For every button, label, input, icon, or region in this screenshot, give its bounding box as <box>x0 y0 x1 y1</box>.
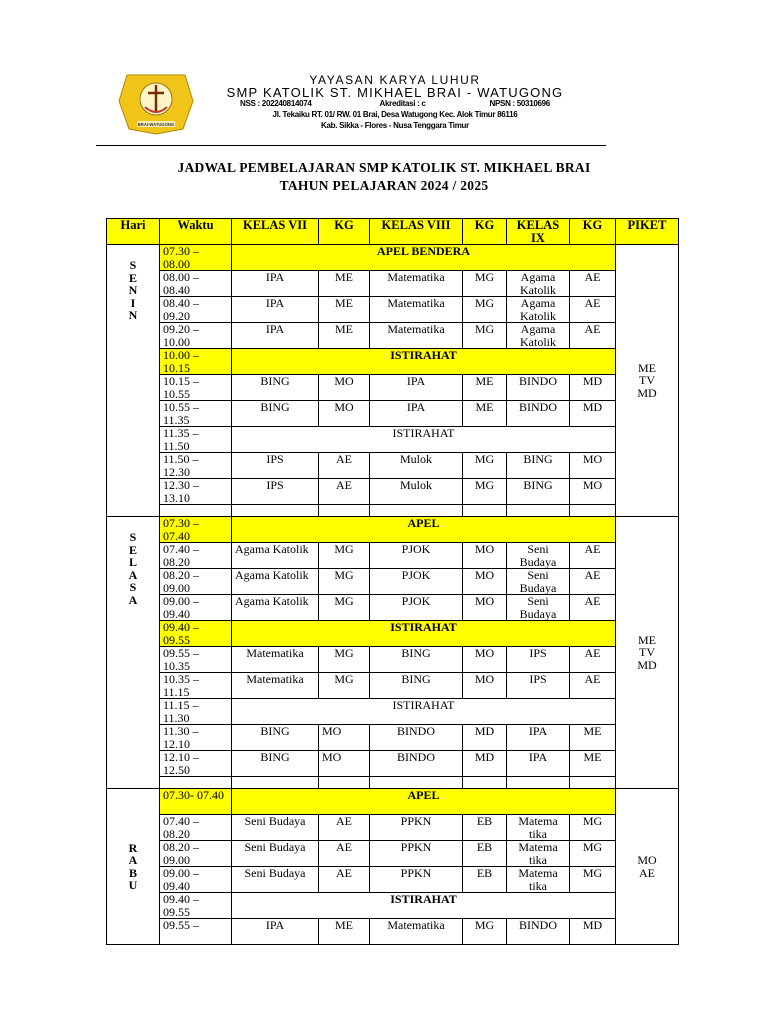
class-viii-subject: Matematika <box>370 323 463 349</box>
class-vii-teacher: MG <box>319 569 370 595</box>
class-ix-teacher: MG <box>570 841 616 867</box>
school-region: Kab. Sikka - Flores - Nusa Tenggara Timur <box>321 121 469 130</box>
class-viii-teacher: MD <box>463 751 507 777</box>
spacer-cell <box>160 777 232 789</box>
table-row <box>107 479 679 505</box>
class-viii-subject: Matematika <box>370 297 463 323</box>
spacer-cell <box>570 505 616 517</box>
piket-cell-senin <box>616 245 679 517</box>
piket-teacher: ME <box>638 360 656 375</box>
class-ix-teacher: MO <box>570 453 616 479</box>
class-ix-subject: Matema tika <box>507 815 570 841</box>
table-row <box>107 271 679 297</box>
piket-cell-selasa <box>616 517 679 789</box>
class-vii-subject: IPS <box>232 453 319 479</box>
class-vii-teacher: AE <box>319 479 370 505</box>
day-letter: S <box>129 258 137 272</box>
event-cell: ISTIRAHAT <box>232 427 616 453</box>
class-viii-subject: IPA <box>370 375 463 401</box>
class-ix-subject: IPS <box>507 673 570 699</box>
class-viii-subject: IPA <box>370 401 463 427</box>
table-row <box>107 517 679 543</box>
class-vii-teacher: ME <box>319 297 370 323</box>
class-vii-subject: Seni Budaya <box>232 815 319 841</box>
column-header: KELAS VIII <box>370 219 463 245</box>
spacer-cell <box>507 777 570 789</box>
class-ix-teacher: MG <box>570 867 616 893</box>
column-header: KG <box>463 219 507 245</box>
class-ix-subject: BING <box>507 479 570 505</box>
class-vii-teacher: ME <box>319 919 370 945</box>
class-viii-teacher: MO <box>463 569 507 595</box>
time-cell: 10.55 – 11.35 <box>160 401 232 427</box>
spacer-row <box>107 777 679 789</box>
table-header-row <box>107 219 679 245</box>
event-cell: ISTIRAHAT <box>232 349 616 375</box>
spacer-cell <box>160 505 232 517</box>
spacer-cell <box>370 505 463 517</box>
spacer-cell <box>319 505 370 517</box>
class-viii-teacher: MG <box>463 297 507 323</box>
time-cell: 07.30 – 07.40 <box>160 517 232 543</box>
class-viii-teacher: MG <box>463 323 507 349</box>
class-ix-teacher: AE <box>570 673 616 699</box>
class-vii-subject: IPA <box>232 271 319 297</box>
class-ix-teacher: AE <box>570 569 616 595</box>
school-identifiers <box>195 100 595 108</box>
class-ix-subject: Seni Budaya <box>507 543 570 569</box>
class-ix-subject: Agama Katolik <box>507 297 570 323</box>
column-header: Hari <box>107 219 160 245</box>
time-cell: 12.10 – 12.50 <box>160 751 232 777</box>
piket-teacher: MD <box>637 657 657 672</box>
class-vii-subject: BING <box>232 725 319 751</box>
day-letter: B <box>128 865 137 880</box>
table-row <box>107 893 679 919</box>
table-row <box>107 751 679 777</box>
foundation-name: YAYASAN KARYA LUHUR <box>309 73 481 87</box>
column-header: PIKET <box>616 219 679 245</box>
day-letter: I <box>130 295 136 310</box>
day-letter: N <box>128 283 138 297</box>
table-row <box>107 789 679 815</box>
class-vii-teacher: AE <box>319 841 370 867</box>
spacer-cell <box>370 777 463 789</box>
class-viii-teacher: EB <box>463 815 507 841</box>
class-ix-teacher: MO <box>570 479 616 505</box>
table-row <box>107 401 679 427</box>
class-vii-subject: Matematika <box>232 647 319 673</box>
table-row <box>107 297 679 323</box>
class-ix-subject: BINDO <box>507 401 570 427</box>
time-cell: 09.20 – 10.00 <box>160 323 232 349</box>
class-ix-subject: BINDO <box>507 375 570 401</box>
event-cell: ISTIRAHAT <box>232 699 616 725</box>
day-letter: A <box>128 592 138 607</box>
time-cell: 09.55 – <box>160 919 232 945</box>
column-header: KELAS VII <box>232 219 319 245</box>
class-vii-teacher: ME <box>319 271 370 297</box>
column-header: Waktu <box>160 219 232 245</box>
class-viii-subject: BINDO <box>370 725 463 751</box>
class-viii-subject: Matematika <box>370 919 463 945</box>
day-letter: A <box>128 853 138 867</box>
class-viii-teacher: MG <box>463 271 507 297</box>
time-cell: 08.00 – 08.40 <box>160 271 232 297</box>
day-letter: L <box>128 555 137 569</box>
time-cell: 12.30 – 13.10 <box>160 479 232 505</box>
table-row <box>107 543 679 569</box>
table-row <box>107 375 679 401</box>
table-row <box>107 841 679 867</box>
logo-text: BRAI-WATUGONG <box>137 122 175 127</box>
school-name: SMP KATOLIK ST. MIKHAEL BRAI - WATUGONG <box>226 85 564 100</box>
time-cell: 09.40 – 09.55 <box>160 621 232 647</box>
time-cell: 08.20 – 09.00 <box>160 841 232 867</box>
day-cell-rabu <box>107 789 160 945</box>
class-vii-teacher: MO <box>319 375 370 401</box>
class-ix-subject: Agama Katolik <box>507 271 570 297</box>
piket-teacher: TV <box>639 373 655 388</box>
class-viii-subject: BINDO <box>370 751 463 777</box>
table-row <box>107 453 679 479</box>
class-ix-teacher: AE <box>570 595 616 621</box>
class-vii-subject: IPA <box>232 919 319 945</box>
table-row <box>107 323 679 349</box>
spacer-cell <box>319 777 370 789</box>
day-letter: E <box>128 542 137 557</box>
accreditation-text: Akreditasi : c <box>379 99 426 108</box>
class-ix-teacher: MD <box>570 919 616 945</box>
table-row <box>107 699 679 725</box>
class-viii-subject: BING <box>370 673 463 699</box>
class-viii-subject: PPKN <box>370 815 463 841</box>
event-cell: ISTIRAHAT <box>232 893 616 919</box>
event-cell: APEL <box>232 517 616 543</box>
column-header: KELAS IX <box>507 219 570 245</box>
class-viii-subject: Mulok <box>370 453 463 479</box>
class-ix-subject: Seni Budaya <box>507 569 570 595</box>
class-ix-subject: Agama Katolik <box>507 323 570 349</box>
table-row <box>107 673 679 699</box>
time-cell: 11.50 – 12.30 <box>160 453 232 479</box>
time-cell: 09.00 – 09.40 <box>160 867 232 893</box>
class-vii-teacher: MG <box>319 595 370 621</box>
class-vii-teacher: MG <box>319 543 370 569</box>
class-viii-teacher: EB <box>463 841 507 867</box>
day-letter: N <box>128 308 138 322</box>
day-letter: S <box>129 530 137 544</box>
column-header: KG <box>319 219 370 245</box>
day-letter: S <box>129 580 137 594</box>
event-cell: ISTIRAHAT <box>232 621 616 647</box>
class-ix-teacher: AE <box>570 271 616 297</box>
table-row <box>107 815 679 841</box>
class-vii-subject: Matematika <box>232 673 319 699</box>
class-vii-teacher: AE <box>319 453 370 479</box>
piket-teacher: ME <box>638 632 656 647</box>
spacer-cell <box>463 505 507 517</box>
class-vii-teacher: MO <box>319 751 370 777</box>
piket-cell-rabu <box>616 789 679 945</box>
class-vii-subject: Agama Katolik <box>232 543 319 569</box>
spacer-row <box>107 505 679 517</box>
class-vii-subject: BING <box>232 751 319 777</box>
class-vii-subject: Agama Katolik <box>232 595 319 621</box>
nss-text: NSS : 202240814074 <box>240 99 312 108</box>
class-ix-teacher: ME <box>570 725 616 751</box>
time-cell: 10.35 – 11.15 <box>160 673 232 699</box>
time-cell: 09.55 – 10.35 <box>160 647 232 673</box>
class-viii-subject: PJOK <box>370 595 463 621</box>
schedule-table <box>106 218 679 945</box>
table-row <box>107 245 679 271</box>
class-viii-subject: Matematika <box>370 271 463 297</box>
day-letter: R <box>128 840 138 855</box>
day-letter: U <box>128 878 138 892</box>
class-viii-teacher: ME <box>463 401 507 427</box>
class-ix-teacher: MG <box>570 815 616 841</box>
class-ix-subject: BINDO <box>507 919 570 945</box>
class-viii-subject: PPKN <box>370 867 463 893</box>
event-cell: APEL BENDERA <box>232 245 616 271</box>
class-viii-subject: Mulok <box>370 479 463 505</box>
class-vii-subject: IPA <box>232 323 319 349</box>
class-vii-subject: Seni Budaya <box>232 867 319 893</box>
time-cell: 11.30 – 12.10 <box>160 725 232 751</box>
class-vii-teacher: AE <box>319 815 370 841</box>
class-ix-teacher: MD <box>570 401 616 427</box>
class-vii-subject: BING <box>232 375 319 401</box>
table-row <box>107 867 679 893</box>
school-address: Jl. Tekaiku RT. 01/ RW. 01 Brai, Desa Watugong Kec. Alok Timur 86116 <box>272 110 518 119</box>
column-header: KG <box>570 219 616 245</box>
time-cell: 09.40 – 09.55 <box>160 893 232 919</box>
class-viii-teacher: ME <box>463 375 507 401</box>
class-vii-subject: Agama Katolik <box>232 569 319 595</box>
table-row <box>107 647 679 673</box>
class-viii-teacher: MG <box>463 453 507 479</box>
time-cell: 07.40 – 08.20 <box>160 543 232 569</box>
spacer-cell <box>232 505 319 517</box>
time-cell: 10.00 – 10.15 <box>160 349 232 375</box>
day-cell-senin <box>107 245 160 517</box>
time-cell: 09.00 – 09.40 <box>160 595 232 621</box>
header-divider <box>96 145 606 146</box>
class-viii-subject: PPKN <box>370 841 463 867</box>
piket-teacher: MD <box>637 385 657 400</box>
class-ix-subject: IPS <box>507 647 570 673</box>
event-cell: APEL <box>232 789 616 815</box>
piket-teacher: MO <box>637 853 657 867</box>
day-letter: E <box>128 270 137 285</box>
schedule-title: JADWAL PEMBELAJARAN SMP KATOLIK ST. MIKHAEL BRAI <box>177 160 591 175</box>
time-cell: 11.15 – 11.30 <box>160 699 232 725</box>
class-vii-subject: IPA <box>232 297 319 323</box>
class-vii-teacher: MG <box>319 647 370 673</box>
class-viii-subject: BING <box>370 647 463 673</box>
table-row <box>107 621 679 647</box>
table-row <box>107 349 679 375</box>
class-viii-teacher: MG <box>463 919 507 945</box>
npsn-text: NPSN : 50310696 <box>489 99 550 108</box>
piket-teacher: AE <box>639 865 655 880</box>
time-cell: 08.20 – 09.00 <box>160 569 232 595</box>
class-viii-teacher: MO <box>463 543 507 569</box>
class-vii-teacher: MO <box>319 401 370 427</box>
time-cell: 11.35 – 11.50 <box>160 427 232 453</box>
table-row <box>107 919 679 945</box>
table-row <box>107 569 679 595</box>
spacer-cell <box>232 777 319 789</box>
time-cell: 08.40 – 09.20 <box>160 297 232 323</box>
time-cell: 10.15 – 10.55 <box>160 375 232 401</box>
class-ix-teacher: ME <box>570 751 616 777</box>
spacer-cell <box>570 777 616 789</box>
class-ix-subject: Matema tika <box>507 841 570 867</box>
class-vii-subject: Seni Budaya <box>232 841 319 867</box>
time-cell: 07.30- 07.40 <box>160 789 232 815</box>
class-viii-teacher: MO <box>463 673 507 699</box>
class-ix-teacher: MD <box>570 375 616 401</box>
table-row <box>107 427 679 453</box>
schedule-year: TAHUN PELAJARAN 2024 / 2025 <box>279 178 489 193</box>
class-viii-teacher: MO <box>463 647 507 673</box>
class-viii-subject: PJOK <box>370 569 463 595</box>
class-ix-subject: BING <box>507 453 570 479</box>
class-ix-subject: IPA <box>507 725 570 751</box>
time-cell: 07.30 – 08.00 <box>160 245 232 271</box>
class-ix-subject: IPA <box>507 751 570 777</box>
class-vii-subject: BING <box>232 401 319 427</box>
table-row <box>107 595 679 621</box>
time-cell: 07.40 – 08.20 <box>160 815 232 841</box>
school-logo <box>117 71 195 135</box>
class-ix-teacher: AE <box>570 323 616 349</box>
class-vii-subject: IPS <box>232 479 319 505</box>
day-letter: A <box>128 567 138 582</box>
spacer-cell <box>463 777 507 789</box>
spacer-cell <box>507 505 570 517</box>
class-viii-teacher: MD <box>463 725 507 751</box>
class-ix-teacher: AE <box>570 543 616 569</box>
class-viii-teacher: MG <box>463 479 507 505</box>
class-ix-teacher: AE <box>570 647 616 673</box>
class-vii-teacher: MO <box>319 725 370 751</box>
class-ix-subject: Seni Budaya <box>507 595 570 621</box>
class-viii-teacher: EB <box>463 867 507 893</box>
class-vii-teacher: ME <box>319 323 370 349</box>
class-vii-teacher: MG <box>319 673 370 699</box>
piket-teacher: TV <box>639 645 655 660</box>
class-viii-subject: PJOK <box>370 543 463 569</box>
class-vii-teacher: AE <box>319 867 370 893</box>
day-cell-selasa <box>107 517 160 789</box>
class-ix-subject: Matema tika <box>507 867 570 893</box>
class-viii-teacher: MO <box>463 595 507 621</box>
table-row <box>107 725 679 751</box>
class-ix-teacher: AE <box>570 297 616 323</box>
